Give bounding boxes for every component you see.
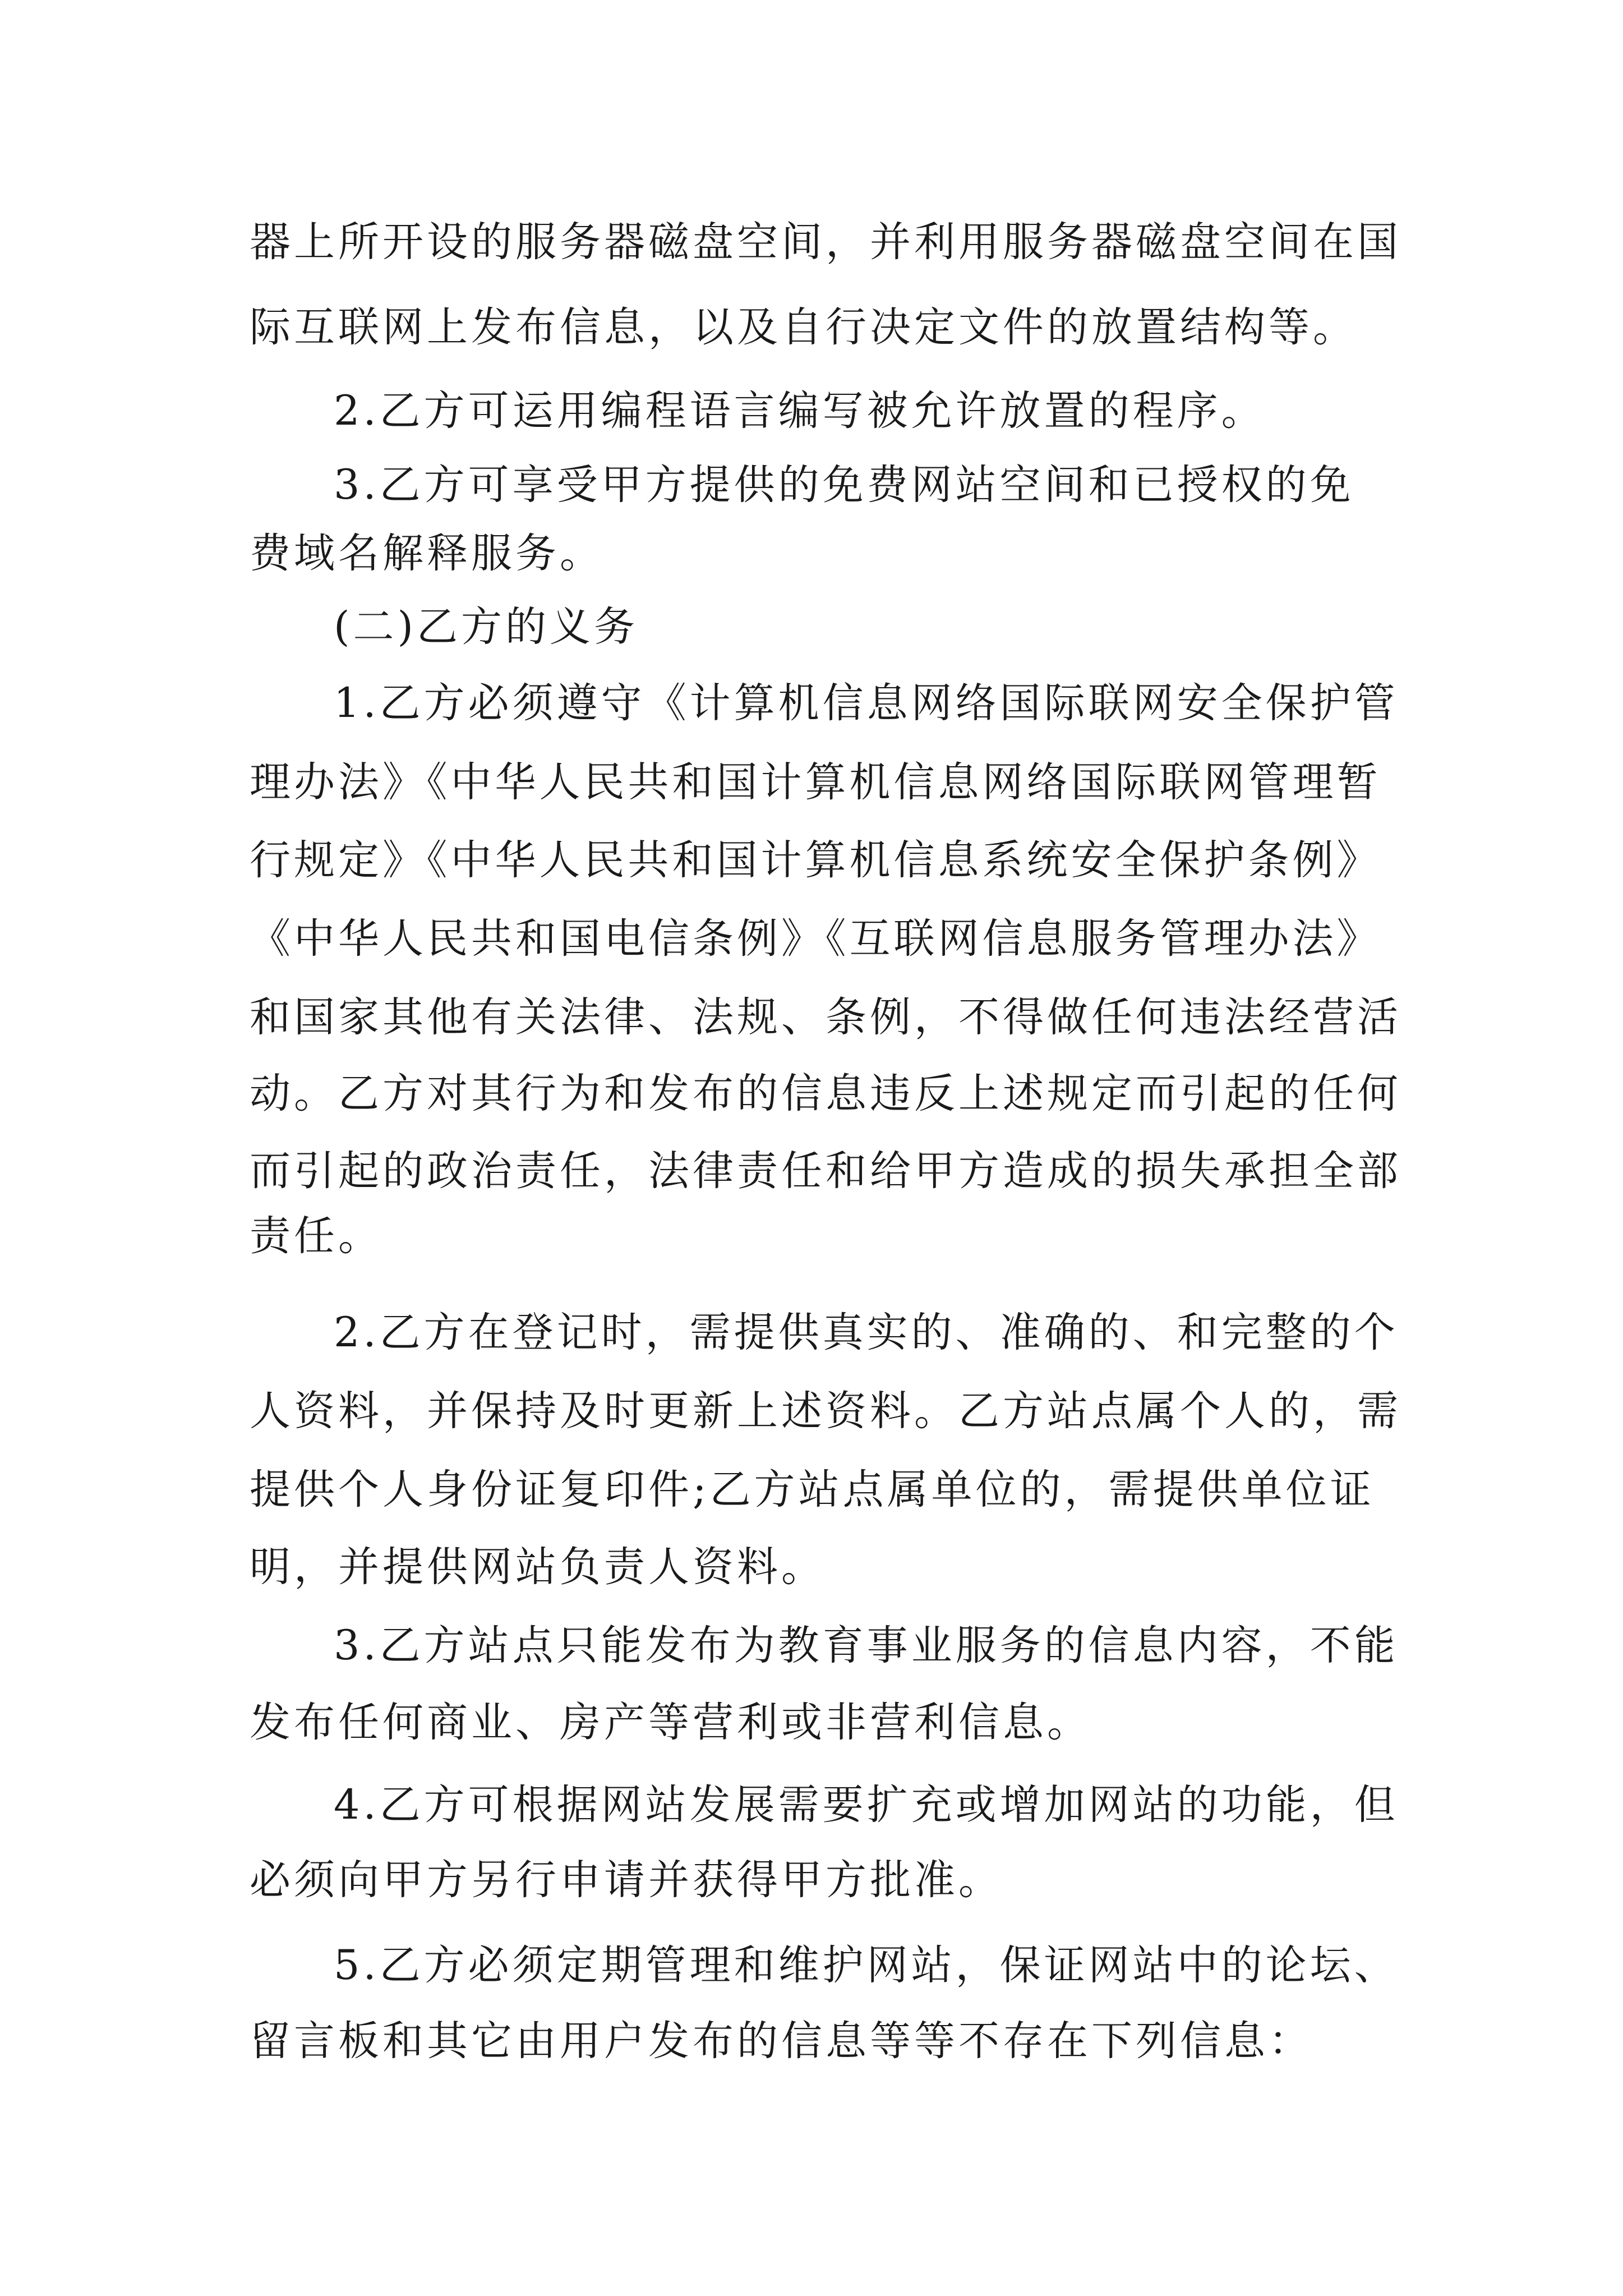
text-line: 2.乙方在登记时，需提供真实的、准确的、和完整的个 xyxy=(334,1309,1399,1356)
text-line: 《中华人民共和国电信条例》《互联网信息服务管理办法》 xyxy=(250,915,1381,963)
text-line: 4.乙方可根据网站发展需要扩充或增加网站的功能，但 xyxy=(334,1781,1399,1829)
text-line: 2.乙方可运用编程语言编写被允许放置的程序。 xyxy=(334,387,1266,435)
section-heading: (二)乙方的义务 xyxy=(334,603,638,651)
text-line: 提供个人身份证复印件;乙方站点属单位的，需提供单位证 xyxy=(250,1466,1375,1513)
text-line: 动。乙方对其行为和发布的信息违反上述规定而引起的任何 xyxy=(250,1070,1401,1117)
text-line: 和国家其他有关法律、法规、条例，不得做任何违法经营活 xyxy=(250,993,1401,1041)
text-line: 3.乙方站点只能发布为教育事业服务的信息内容，不能 xyxy=(334,1622,1399,1669)
text-line: 必须向甲方另行申请并获得甲方批准。 xyxy=(250,1856,1003,1904)
text-line: 1.乙方必须遵守《计算机信息网络国际联网安全保护管 xyxy=(334,679,1399,727)
text-line: 3.乙方可享受甲方提供的免费网站空间和已授权的免 xyxy=(334,461,1354,509)
text-line: 5.乙方必须定期管理和维护网站，保证网站中的论坛、 xyxy=(334,1941,1399,1989)
text-line: 明，并提供网站负责人资料。 xyxy=(250,1543,826,1591)
text-line: 际互联网上发布信息，以及自行决定文件的放置结构等。 xyxy=(250,303,1357,351)
text-line: 行规定》《中华人民共和国计算机信息系统安全保护条例》 xyxy=(250,836,1381,884)
text-line: 留言板和其它由用户发布的信息等等不存在下列信息： xyxy=(250,2017,1313,2065)
text-line: 费域名解释服务。 xyxy=(250,530,604,577)
text-line: 理办法》《中华人民共和国计算机信息网络国际联网管理暂 xyxy=(250,758,1381,806)
text-line: 发布任何商业、房产等营利或非营利信息。 xyxy=(250,1699,1091,1746)
text-line: 器上所开设的服务器磁盘空间，并利用服务器磁盘空间在国 xyxy=(250,218,1401,266)
text-line: 责任。 xyxy=(250,1212,382,1260)
text-line: 人资料，并保持及时更新上述资料。乙方站点属个人的，需 xyxy=(250,1387,1401,1435)
text-line: 而引起的政治责任，法律责任和给甲方造成的损失承担全部 xyxy=(250,1147,1401,1195)
